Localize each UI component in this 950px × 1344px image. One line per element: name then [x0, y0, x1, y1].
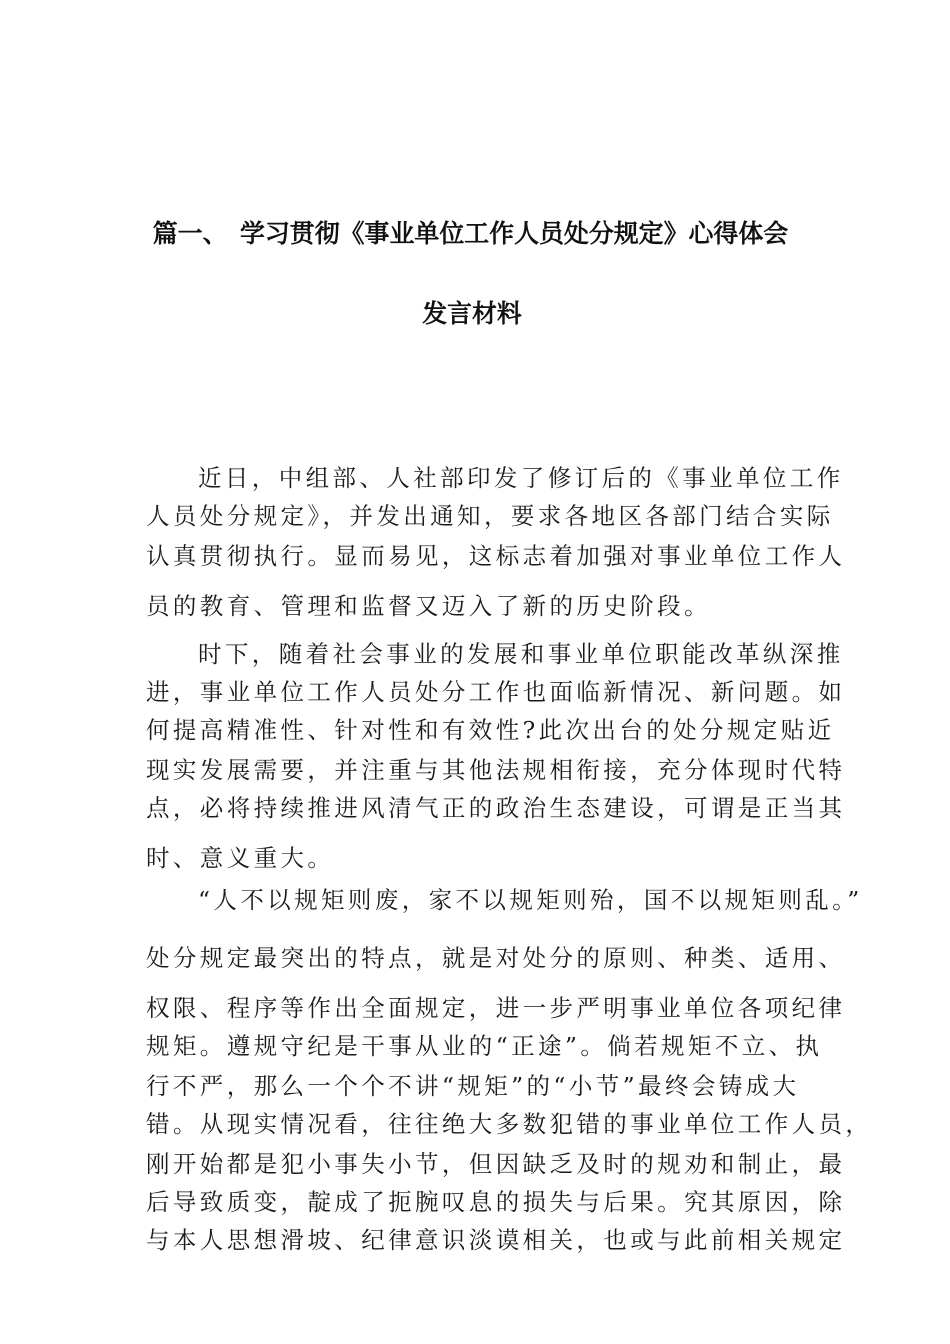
paragraph-line: 近日，中组部、人社部印发了修订后的《事业单位工作: [198, 464, 844, 492]
paragraph-line: “人不以规矩则废，家不以规矩则殆，国不以规矩则乱。”: [198, 886, 863, 914]
paragraph-line: 进，事业单位工作人员处分工作也面临新情况、新问题。如: [146, 678, 846, 706]
paragraph-line: 时、意义重大。: [146, 844, 335, 872]
document-subtitle: 发言材料: [422, 299, 522, 328]
paragraph-line: 权限、程序等作出全面规定，进一步严明事业单位各项纪律: [146, 994, 846, 1022]
paragraph-line: 处分规定最突出的特点，就是对处分的原则、种类、适用、: [146, 944, 846, 972]
document-title: 篇一、 学习贯彻《事业单位工作人员处分规定》心得体会: [152, 219, 789, 248]
paragraph-line: 后导致质变，靛成了扼腕叹息的损失与后果。究其原因，除: [146, 1188, 846, 1216]
paragraph-line: 现实发展需要，并注重与其他法规相衔接，充分体现时代特: [146, 756, 846, 784]
paragraph-line: 时下，随着社会事业的发展和事业单位职能改革纵深推: [198, 640, 844, 668]
paragraph-line: 规矩。遵规守纪是干事从业的“正途”。倘若规矩不立、执: [146, 1032, 823, 1060]
paragraph-line: 员的教育、管理和监督又迈入了新的历史阶段。: [146, 592, 711, 620]
paragraph-line: 人员处分规定》，并发出通知，要求各地区各部门结合实际: [146, 502, 834, 530]
paragraph-line: 错。从现实情况看，往往绝大多数犯错的事业单位工作人员，: [146, 1110, 873, 1138]
paragraph-line: 认真贯彻执行。显而易见，这标志着加强对事业单位工作人: [146, 542, 846, 570]
paragraph-line: 何提高精准性、针对性和有效性?此次出台的处分规定贴近: [146, 716, 835, 744]
paragraph-line: 行不严，那么一个个不讲“规矩”的“小节”最终会铸成大: [146, 1072, 800, 1100]
paragraph-line: 与本人思想滑坡、纪律意识淡谟相关，也或与此前相关规定: [146, 1226, 846, 1254]
paragraph-line: 刚开始都是犯小事失小节，但因缺乏及时的规劝和制止，最: [146, 1150, 846, 1178]
paragraph-line: 点，必将持续推进风清气正的政治生态建设，可谓是正当其: [146, 794, 846, 822]
